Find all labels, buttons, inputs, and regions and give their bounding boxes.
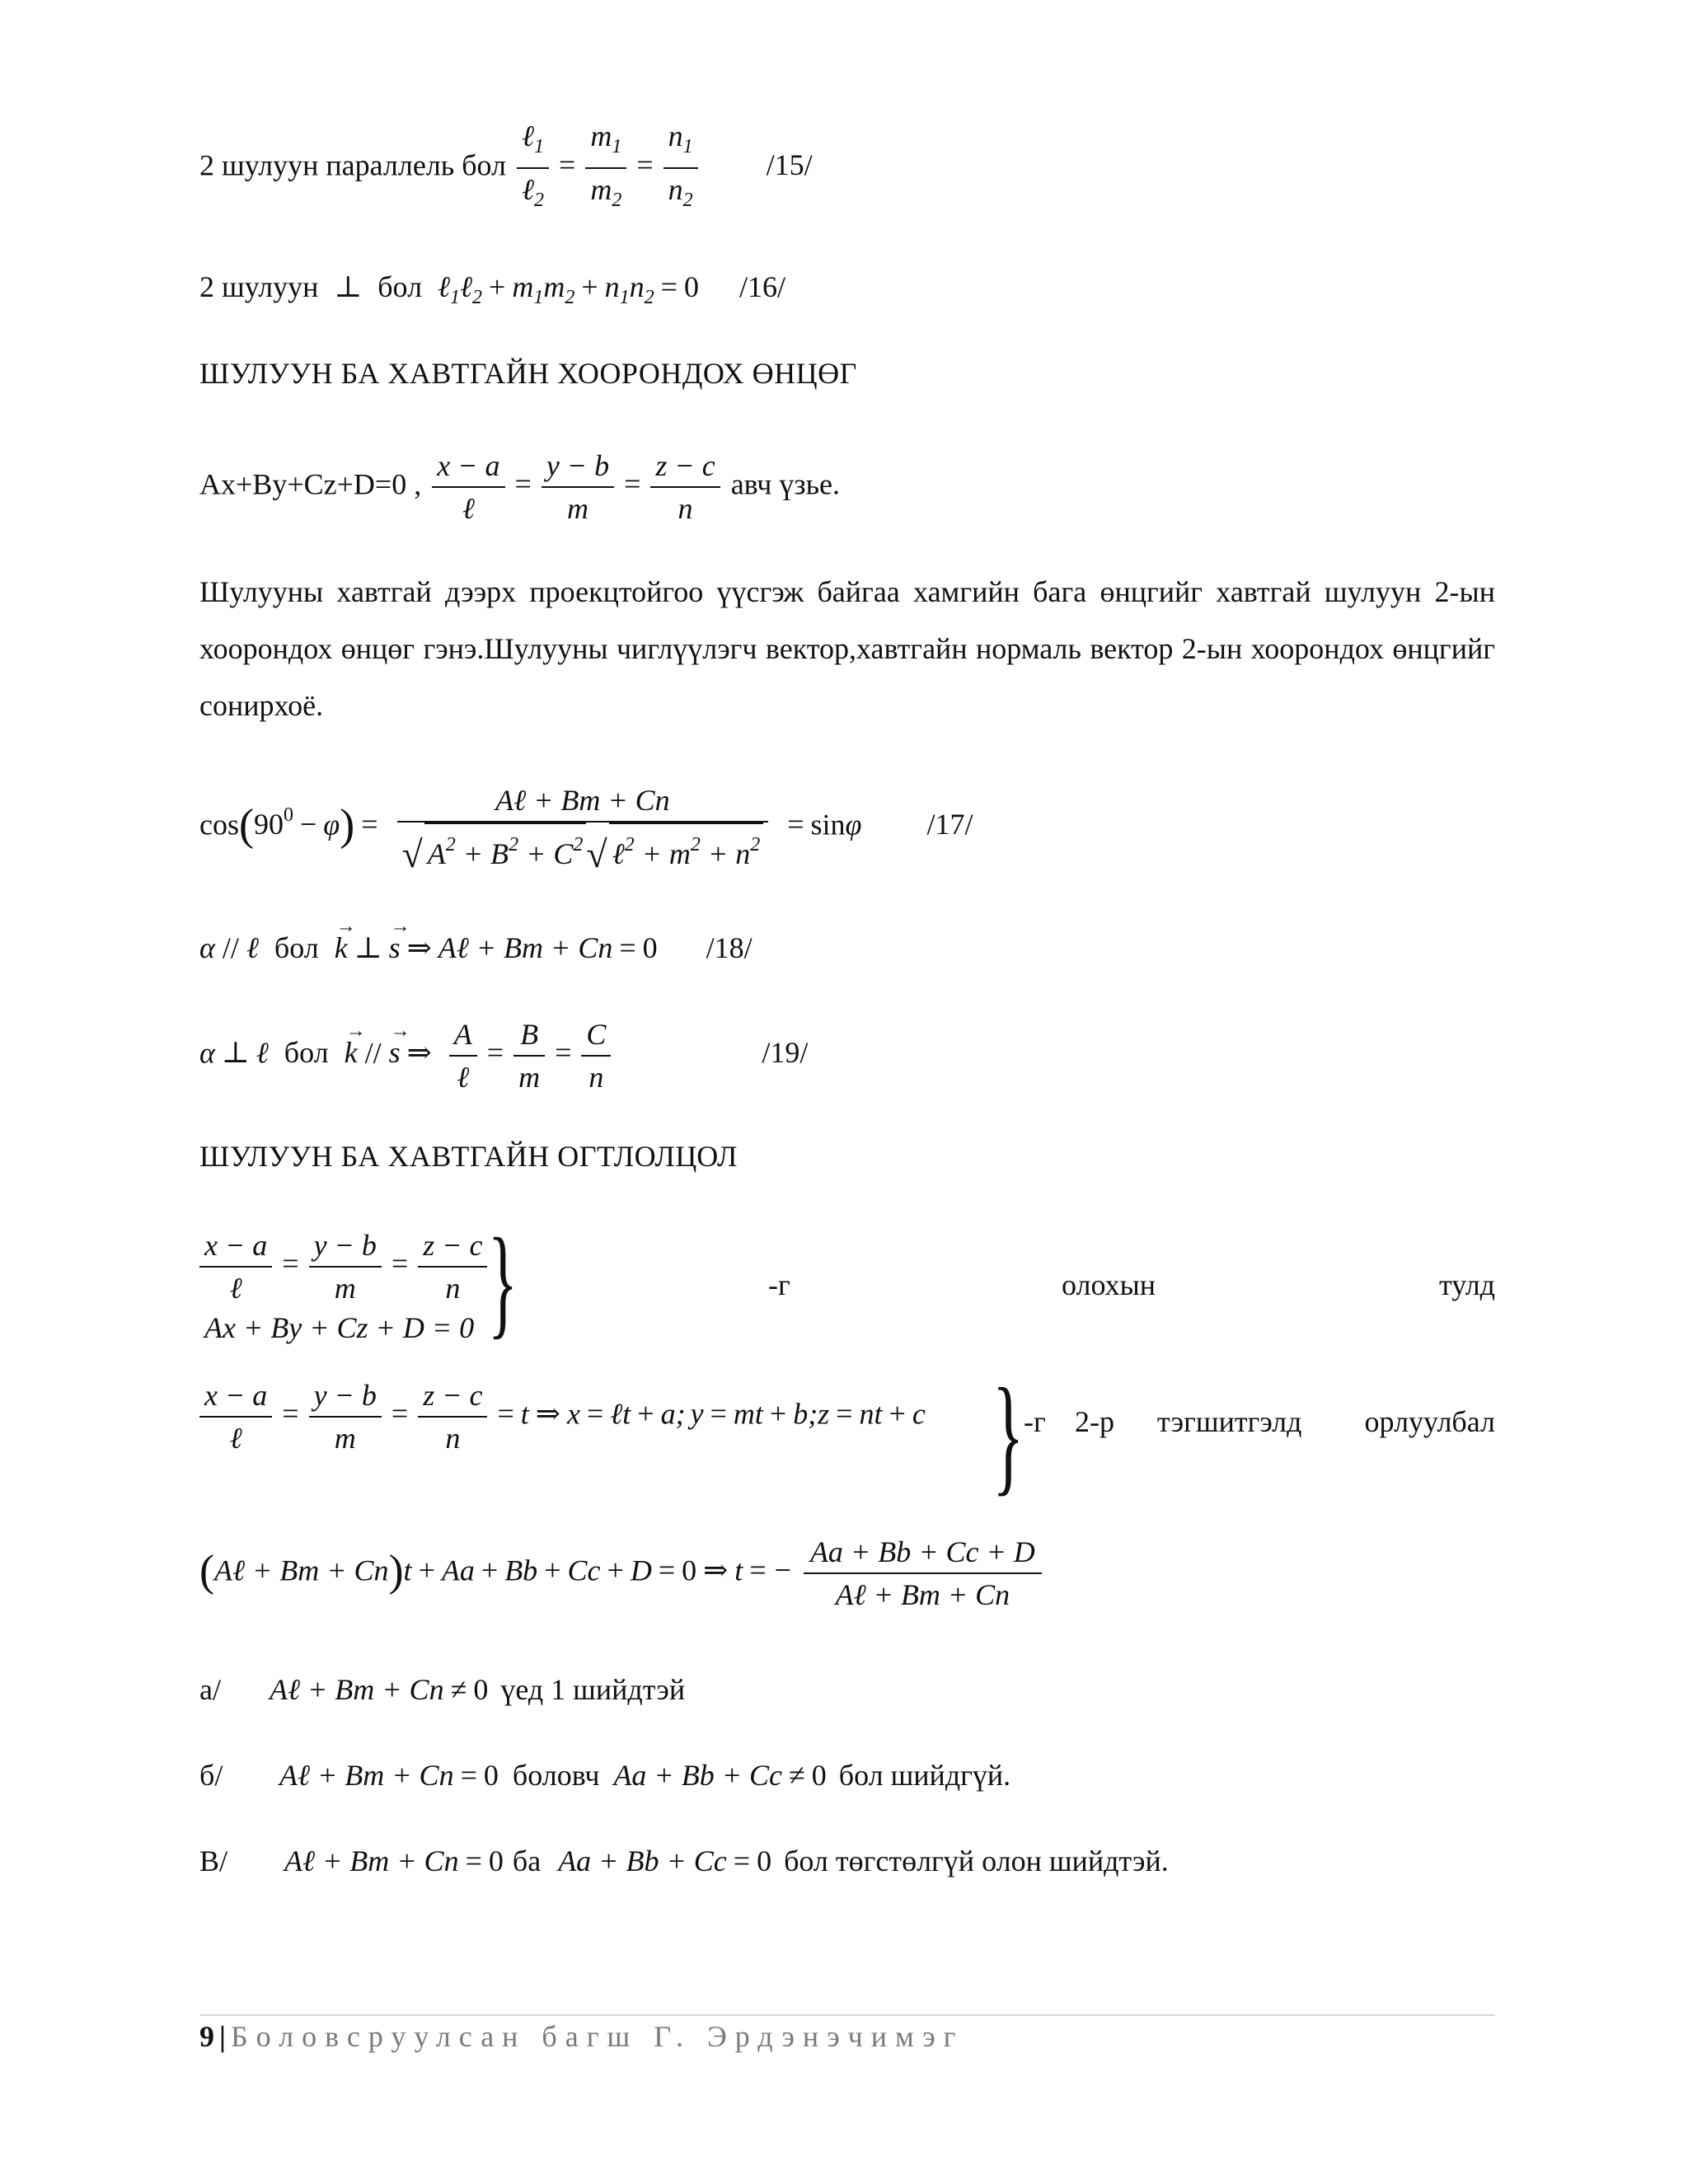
system-1: $\frac{x - a}{\text{ℓ}}$ = $\frac{y - b}{m}$ = $\frac{z - c}{n}$ Ax + By + Cz + D = 0 } -г олохын тулд	[199, 1225, 1495, 1348]
eq19-bol: бол	[284, 1036, 329, 1070]
system1-word-3: тулд	[1439, 1268, 1495, 1301]
section-heading-intersection: ШУЛУУН БА ХАВТГАЙН ОГТЛОЛЦОЛ	[199, 1140, 738, 1173]
eq17-number: /17/	[926, 808, 973, 841]
eq19-number: /19/	[762, 1036, 809, 1070]
eq18-bol: бол	[274, 931, 319, 964]
case-a-text: үед 1 шийдтэй	[500, 1673, 686, 1706]
system2-word-2: 2-р	[1075, 1405, 1114, 1438]
eq18-number: /18/	[706, 931, 753, 964]
case-a: а/ Aℓ + Bm + Cn ≠ 0 үед 1 шийдтэй	[199, 1673, 686, 1706]
system2-word-3: тэгшитгэлд	[1157, 1405, 1302, 1438]
eq16-number: /16/	[738, 270, 785, 303]
case-b-label: б/	[199, 1759, 223, 1792]
case-c-text: бол төгстөлгүй олон шийдтэй.	[784, 1844, 1169, 1877]
eq16-lead: 2 шулуун	[199, 270, 319, 303]
eq16-bol: бол	[377, 270, 423, 303]
case-b-mid: боловч	[512, 1759, 600, 1792]
case-c-mid: ба	[512, 1844, 542, 1877]
equation-t-solution: (Aℓ + Bm + Cn)t + Aa + Bb + Cc + D = 0 ⇒ t = − $\frac{Aa + Bb + Cc + D}{\text{Aℓ + Bm + Cn}}$	[199, 1531, 1045, 1615]
system2-word-4: орлуулбал	[1364, 1405, 1495, 1438]
footer-separator: |	[219, 2020, 226, 2053]
footer-divider	[199, 2014, 1495, 2016]
system-2: $\frac{x - a}{\text{ℓ}}$ = $\frac{y - b}{m}$ = $\frac{z - c}{n}$ = t ⇒ x = ℓt + a; y = mt + b;z = nt + c } -г 2-р тэгшитгэлд орлуулбал	[199, 1375, 1495, 1507]
case-b: б/ Aℓ + Bm + Cn = 0 боловч Aa + Bb + Cc ≠ 0 бол шийдгүй.	[199, 1759, 1011, 1792]
case-c-label: В/	[199, 1844, 228, 1877]
page-number: 9	[199, 2020, 214, 2053]
eq15-number: /15/	[766, 148, 813, 182]
case-c: В/ Aℓ + Bm + Cn = 0 ба Aa + Bb + Cc = 0 бол төгстөлгүй олон шийдтэй.	[199, 1844, 1169, 1877]
equation-18: α // ℓ бол → k ⊥→ s ⇒ Aℓ + Bm + Cn = 0 /18/	[199, 930, 753, 966]
equation-16: 2 шулуун ⊥ бол ℓ$_1$ℓ$_2$ + $m_1m_2 + n_1n_2 = 0$ /16/	[199, 270, 785, 308]
case-a-label: а/	[199, 1673, 221, 1706]
equation-19: α ⊥ ℓ бол → k // → s ⇒ $\frac{A}{\text{ℓ}}$ = $\frac{B}{m}$ = $\frac{C}{n}$ /19/	[199, 1014, 808, 1098]
equation-17: $\cos(90^0 - \varphi)$ = $\frac{\text{Aℓ + Bm + Cn}}{√ A^2 + B^2 + C^2√ \ell^2 + m^2 + n^2}$ = sinφ /17/	[199, 780, 973, 875]
given-tail: авч үзье.	[730, 467, 841, 501]
perp-symbol: ⊥	[334, 270, 363, 303]
paragraph-definition: Шулууны хавтгай дээрх проекцтойгоо үүсгэж байгаа хамгийн бага өнцгийг хавтгай шулуун 2-ын хоорондох өнцөг гэнэ.Шулууны чиглүүлэгч вектор,хавтгайн нормаль вектор 2-ын хоорондох өнцгийг сонирхоё.	[199, 575, 1495, 722]
system2-word-1: -г	[1024, 1405, 1046, 1438]
equation-15: 2 шулуун параллель бол $\frac{\ell_1}{\ell_2}$ = $\frac{m_1}{m_2}$ = $\frac{n_1}{n_2}$ /15/	[199, 115, 813, 221]
footer-author: Боловсруулсан багш Г. Эрдэнэчимэг	[230, 2020, 964, 2053]
equation-given: Ax+By+Cz+D=0 , $\frac{x - a}{\text{ℓ}}$ = $\frac{y - b}{m}$ = $\frac{z - c}{n}$ авч үзье.	[199, 445, 840, 529]
system1-word-2: олохын	[1062, 1268, 1156, 1301]
plane-equation: Ax+By+Cz+D=0 ,	[199, 467, 422, 501]
case-b-text: бол шийдгүй.	[838, 1759, 1011, 1792]
page-footer	[199, 2019, 964, 2054]
eq15-lead: 2 шулуун параллель бол	[199, 148, 507, 182]
section-heading-angle: ШУЛУУН БА ХАВТГАЙН ХООРОНДОХ ӨНЦӨГ	[199, 357, 857, 390]
system1-word-1: -г	[768, 1268, 790, 1301]
